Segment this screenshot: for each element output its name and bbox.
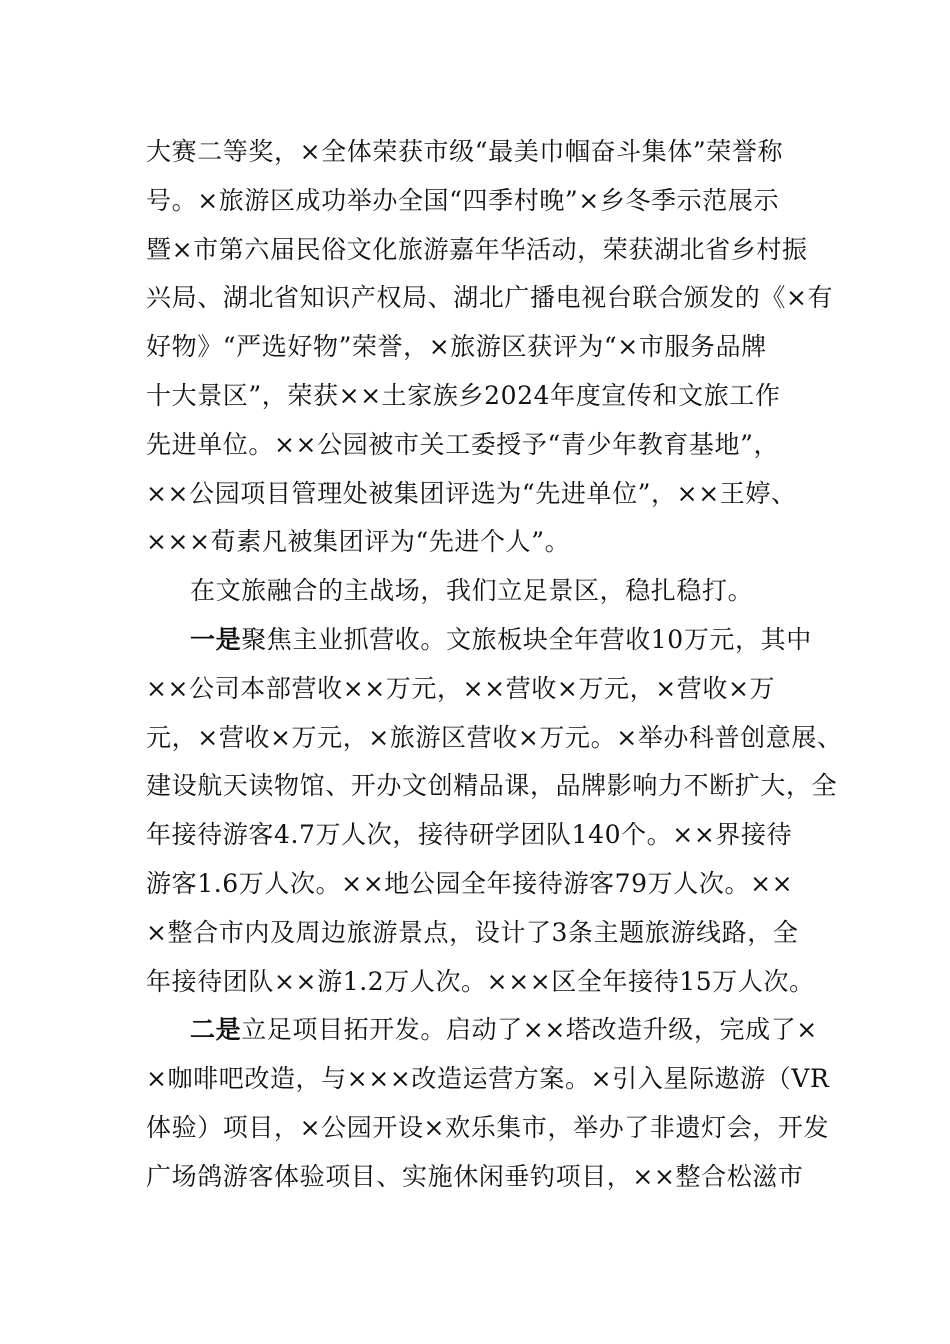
- paragraph-two-first-line: [146, 1006, 836, 1055]
- text-line-21: 体验）项目，×公园开设×欢乐集市，举办了非遗灯会，开发: [146, 1112, 830, 1142]
- text-line-12: ××公司本部营收××万元，××营收×万元，×营收×万: [146, 673, 776, 703]
- text-line-6: 十大景区”，荣获××土家族乡2024年度宣传和文旅工作: [146, 380, 781, 410]
- text-line-13: 元，×营收×万元，×旅游区营收×万元。×举办科普创意展、: [146, 722, 843, 752]
- text-line-7: 先进单位。××公园被市关工委授予“青少年教育基地”，: [146, 429, 780, 459]
- text-line-20: ×咖啡吧改造，与×××改造运营方案。×引入星际遨游（VR: [146, 1064, 830, 1094]
- text-line-15: 年接待游客4.7万人次，接待研学团队140个。××界接待: [146, 820, 793, 850]
- text-line-14: 建设航天读物馆、开办文创精品课，品牌影响力不断扩大，全: [146, 771, 838, 801]
- lead-one: 一是: [190, 624, 242, 654]
- text-line-17: ×整合市内及周边旅游景点，设计了3条主题旅游线路，全: [146, 917, 799, 947]
- text-line-3: 暨×市第六届民俗文化旅游嘉年华活动，荣获湖北省乡村振: [146, 234, 808, 264]
- text-line-5: 好物》“严选好物”荣誉，×旅游区获评为“×市服务品牌: [146, 332, 767, 362]
- text-line-16: 游客1.6万人次。××地公园全年接待游客79万人次。××: [146, 868, 794, 898]
- text-line-22: 广场鸽游客体验项目、实施休闲垂钓项目，××整合松滋市: [146, 1161, 804, 1191]
- text-line-18: 年接待团队××游1.2万人次。×××区全年接待15万人次。: [146, 966, 815, 996]
- text-line-8: ××公园项目管理处被集团评选为“先进单位”，××王婷、: [146, 478, 797, 508]
- paragraph-two-text: 立足项目拓开发。启动了××塔改造升级，完成了×: [241, 1015, 818, 1045]
- lead-two: 二是: [190, 1015, 242, 1045]
- text-line-9: ×××荀素凡被集团评为“先进个人”。: [146, 527, 571, 557]
- paragraph-intro: 在文旅融合的主战场，我们立足景区，稳扎稳打。: [190, 576, 754, 606]
- text-line-2: 号。×旅游区成功举办全国“四季村晚”×乡冬季示范展示: [146, 185, 780, 215]
- text-line-4: 兴局、湖北省知识产权局、湖北广播电视台联合颁发的《×有: [146, 283, 834, 313]
- paragraph-one-first-line: [146, 616, 836, 665]
- text-line-1: 大赛二等奖，×全体荣获市级“最美巾帼奋斗集体”荣誉称: [146, 137, 784, 166]
- body-text: [146, 128, 843, 1202]
- paragraph-one-text: 聚焦主业抓营收。文旅板块全年营收10万元，其中: [241, 624, 812, 654]
